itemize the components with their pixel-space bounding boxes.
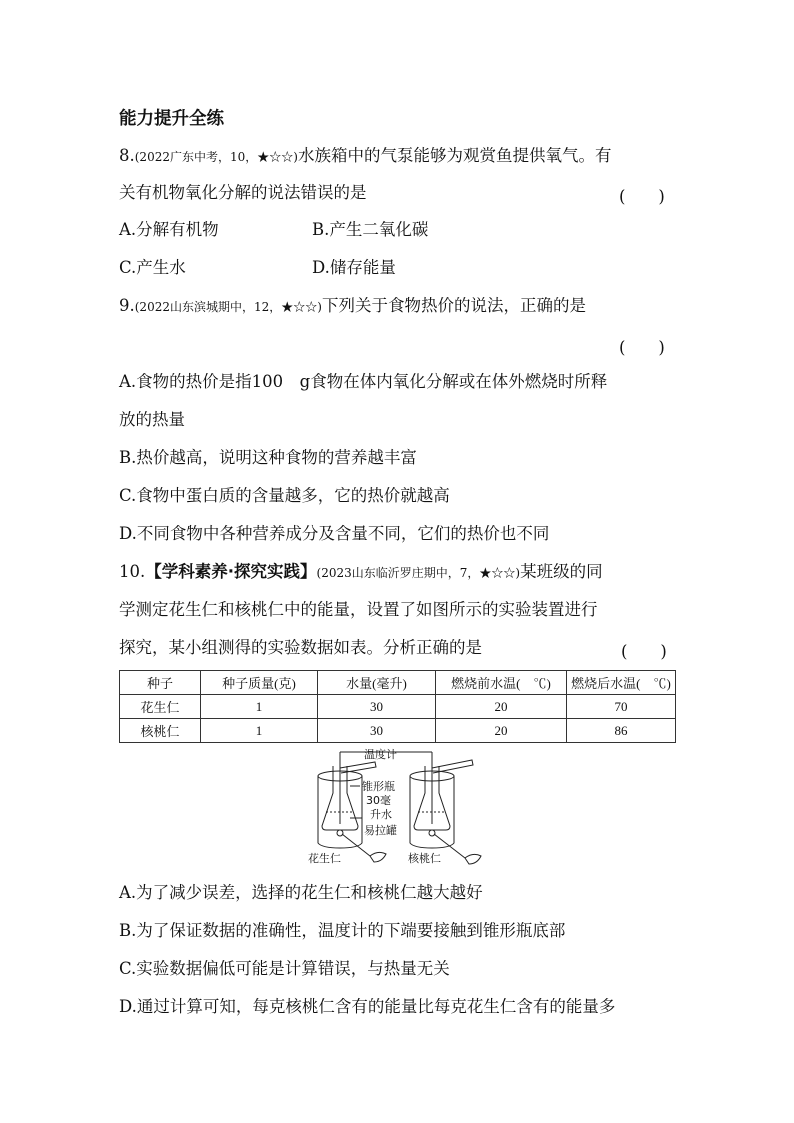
question-8-stem: 水族箱中的气泵能够为观赏鱼提供氧气。有 <box>297 146 612 165</box>
question-9-number: 9. <box>119 296 135 315</box>
question-8-option-a[interactable]: A.分解有机物 <box>119 220 219 239</box>
question-10-number: 10. <box>119 562 146 581</box>
table-cell: 20 <box>436 719 567 743</box>
question-10-option-a[interactable]: A.为了减少误差，选择的花生仁和核桃仁越大越好 <box>119 883 483 902</box>
table-cell: 86 <box>567 719 676 743</box>
table-cell: 30 <box>318 719 436 743</box>
table-cell: 30 <box>318 695 436 719</box>
table-header-cell: 燃烧后水温( ℃) <box>567 671 676 695</box>
table-header-cell: 水量(毫升) <box>318 671 436 695</box>
question-10-option-c[interactable]: C.实验数据偏低可能是计算错误，与热量无关 <box>119 959 450 978</box>
table-cell: 核桃仁 <box>120 719 201 743</box>
question-8-line2: 关有机物氧化分解的说法错误的是 <box>119 183 367 202</box>
label-peanut: 花生仁 <box>308 852 341 865</box>
question-9-answer-blank[interactable]: ( ) <box>619 338 665 357</box>
table-row <box>120 695 676 719</box>
question-8-option-c[interactable]: C.产生水 <box>119 258 186 277</box>
left-needle <box>342 834 370 856</box>
question-10-source: (2023山东临沂罗庄期中，7，★☆☆) <box>316 566 521 580</box>
label-water-1: 30毫 <box>366 794 391 807</box>
question-10-stem-tail: 某班级的同 <box>520 562 603 581</box>
table-cell: 1 <box>201 719 318 743</box>
question-10-answer-blank[interactable]: ( ) <box>621 642 667 661</box>
question-8-source: (2022广东中考，10，★☆☆) <box>134 150 298 164</box>
question-9-option-d[interactable]: D.不同食物中各种营养成分及含量不同，它们的热价也不同 <box>119 524 550 543</box>
experiment-apparatus-figure <box>300 748 500 868</box>
section-title: 能力提升全练 <box>119 109 224 129</box>
question-9-stem: 下列关于食物热价的说法，正确的是 <box>321 296 586 315</box>
question-9-line1 <box>119 296 586 317</box>
question-10-option-d[interactable]: D.通过计算可知，每克核桃仁含有的能量比每克花生仁含有的能量多 <box>119 997 616 1016</box>
question-9-option-b[interactable]: B.热价越高，说明这种食物的营养越丰富 <box>119 448 417 467</box>
table-cell: 1 <box>201 695 318 719</box>
table-cell: 20 <box>436 695 567 719</box>
table-cell: 花生仁 <box>120 695 201 719</box>
question-8-option-d[interactable]: D.储存能量 <box>312 258 396 277</box>
table-header-cell: 种子质量(克) <box>201 671 318 695</box>
label-can: 易拉罐 <box>364 824 397 837</box>
question-9-source: (2022山东滨城期中，12，★☆☆) <box>134 300 322 314</box>
question-10-tag: 【学科素养·探究实践】 <box>145 562 317 581</box>
label-walnut: 核桃仁 <box>408 852 441 865</box>
right-hand <box>465 854 481 864</box>
table-cell: 70 <box>567 695 676 719</box>
question-8-answer-blank[interactable]: ( ) <box>619 187 665 206</box>
question-8-number: 8. <box>119 146 135 165</box>
question-9-option-a-line1[interactable]: A.食物的热价是指100 g食物在体内氧化分解或在体外燃烧时所释 <box>119 372 608 391</box>
question-10-line3: 探究，某小组测得的实验数据如表。分析正确的是 <box>119 638 482 657</box>
question-8-option-b[interactable]: B.产生二氧化碳 <box>312 220 429 239</box>
left-hand <box>370 852 386 862</box>
table-row <box>120 719 676 743</box>
question-9-option-c[interactable]: C.食物中蛋白质的含量越多，它的热价就越高 <box>119 486 450 505</box>
label-thermometer: 温度计 <box>364 748 397 761</box>
experiment-data-table <box>119 670 676 743</box>
label-flask: 锥形瓶 <box>362 780 395 793</box>
question-9-option-a-line2: 放的热量 <box>119 410 185 429</box>
question-10-line2: 学测定花生仁和核桃仁中的能量，设置了如图所示的实验装置进行 <box>119 600 598 619</box>
table-header-cell: 种子 <box>120 671 201 695</box>
table-header-cell: 燃烧前水温( ℃) <box>436 671 567 695</box>
question-10-line1 <box>119 562 603 583</box>
label-water-2: 升水 <box>370 808 392 821</box>
table-header-row <box>120 671 676 695</box>
question-8-line1 <box>119 146 611 167</box>
question-10-option-b[interactable]: B.为了保证数据的准确性，温度计的下端要接触到锥形瓶底部 <box>119 921 566 940</box>
